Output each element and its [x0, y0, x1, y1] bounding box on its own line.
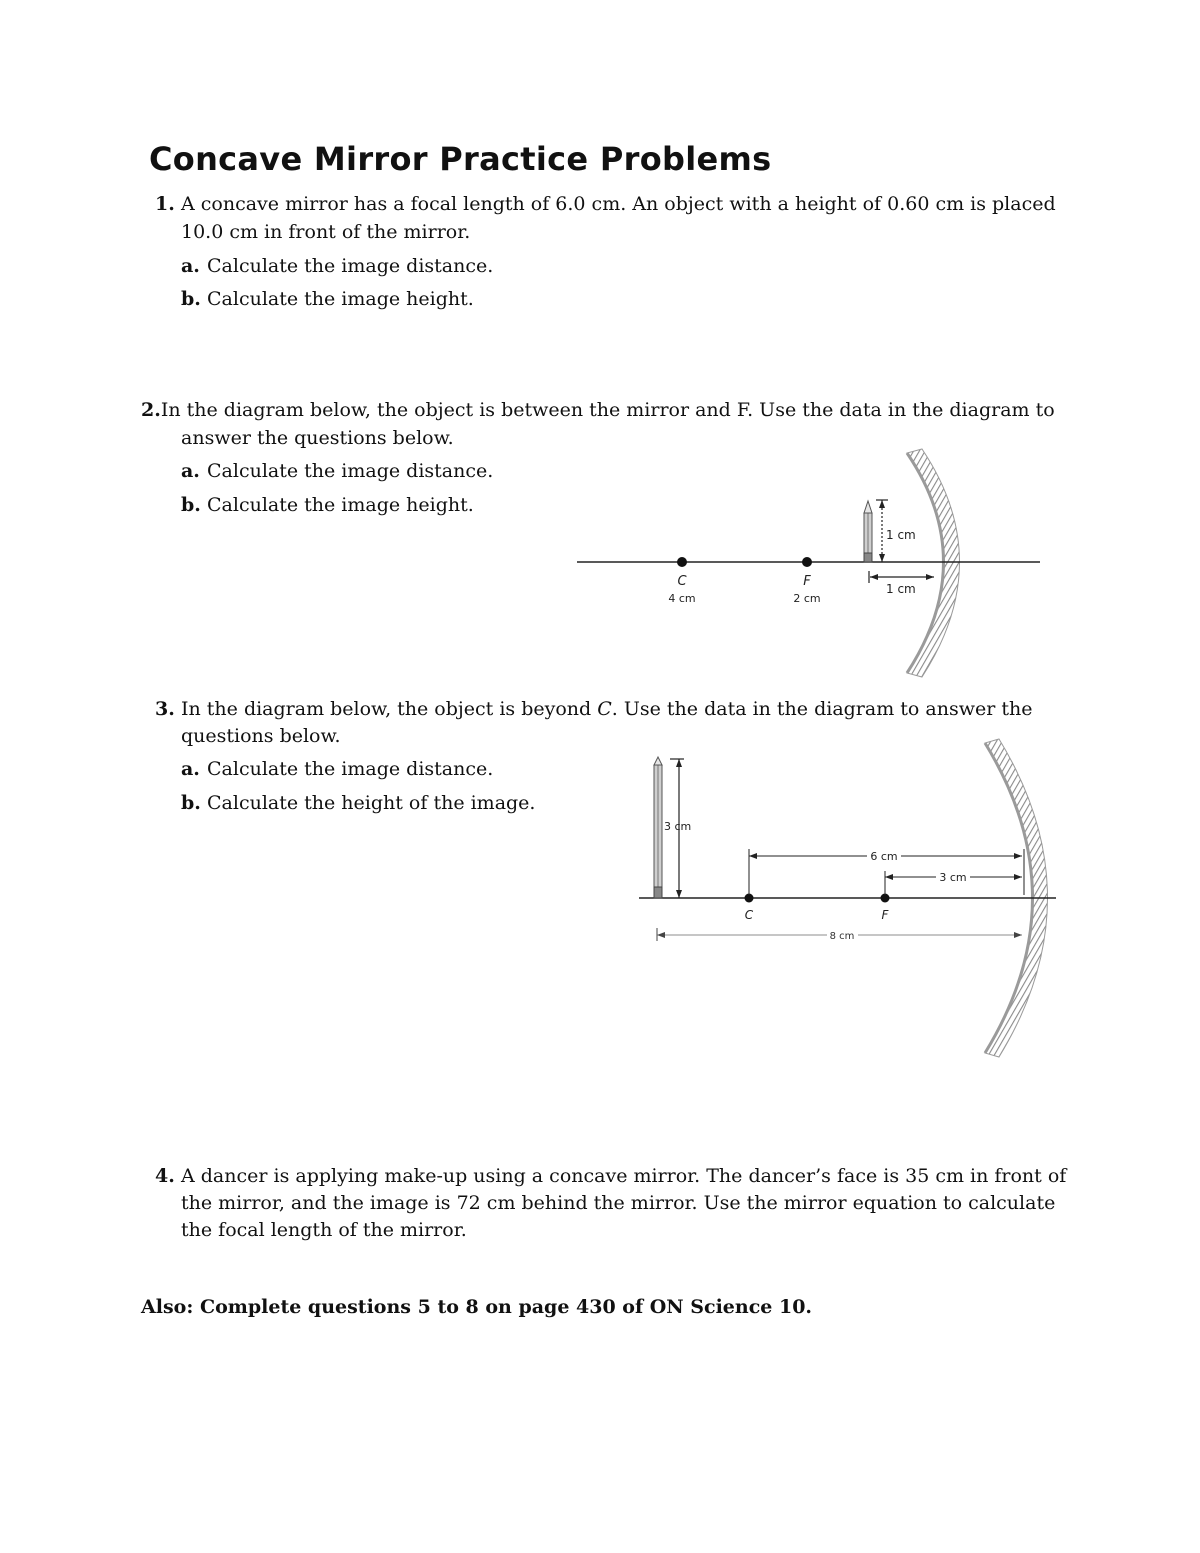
concave-mirror — [907, 449, 960, 677]
question-2-number: 2. — [141, 399, 161, 421]
question-1a — [181, 254, 493, 278]
question-2b-label: b. — [181, 494, 201, 516]
label-f-distance: 2 cm — [793, 592, 821, 605]
question-4-number: 4. — [155, 1165, 175, 1187]
question-3-number: 3. — [155, 698, 175, 720]
question-2b — [181, 493, 474, 517]
question-1-line-2: 10.0 cm in front of the mirror. — [181, 221, 471, 243]
question-3b-label: b. — [181, 792, 201, 814]
question-1-line-1 — [155, 192, 1056, 216]
question-1b — [181, 287, 474, 311]
question-1a-label: a. — [181, 255, 200, 277]
label-c-distance: 6 cm — [870, 850, 898, 863]
question-2-line-1 — [141, 398, 1055, 422]
question-3a — [181, 757, 493, 781]
diagram-2 — [570, 445, 1060, 685]
question-2-text: In the diagram below, the object is between the mirror and F. Use the data in the diagram to — [160, 399, 1055, 421]
footer-instruction: Also: Complete questions 5 to 8 on page 430 of ON Science 10. — [141, 1296, 813, 1318]
label-height: 3 cm — [664, 820, 692, 833]
question-3a-text: Calculate the image distance. — [207, 758, 494, 780]
object-pencil — [864, 501, 872, 562]
question-3a-label: a. — [181, 758, 200, 780]
question-1a-text: Calculate the image distance. — [207, 255, 494, 277]
question-1b-label: b. — [181, 288, 201, 310]
label-f-distance: 3 cm — [939, 871, 967, 884]
question-2b-text: Calculate the image height. — [207, 494, 474, 516]
question-4-line-1 — [155, 1164, 1066, 1188]
question-2a — [181, 459, 493, 483]
question-3-text-post: . Use the data in the diagram to answer the — [611, 698, 1033, 720]
question-3-line-2: questions below. — [181, 725, 341, 747]
point-f — [802, 557, 812, 567]
label-f: F — [803, 574, 811, 589]
question-2a-text: Calculate the image distance. — [207, 460, 494, 482]
question-4-text: A dancer is applying make-up using a concave mirror. The dancer’s face is 35 cm in front of — [181, 1165, 1067, 1187]
question-3-line-1 — [155, 697, 1032, 721]
question-3-text-c: C — [597, 698, 612, 720]
question-1-text: A concave mirror has a focal length of 6.0 cm. An object with a height of 0.60 cm is placed — [181, 193, 1056, 215]
label-distance: 1 cm — [886, 582, 916, 596]
question-1b-text: Calculate the image height. — [207, 288, 474, 310]
question-2a-label: a. — [181, 460, 200, 482]
question-3b — [181, 791, 535, 815]
question-3b-text: Calculate the height of the image. — [207, 792, 536, 814]
object-pencil — [654, 757, 662, 898]
label-c-distance: 4 cm — [668, 592, 696, 605]
label-f: F — [881, 908, 889, 922]
question-3-text-pre: In the diagram below, the object is beyond — [181, 698, 598, 720]
question-2-line-2: answer the questions below. — [181, 427, 454, 449]
point-c — [677, 557, 687, 567]
label-c: C — [744, 908, 754, 922]
label-object-distance: 8 cm — [829, 931, 855, 942]
label-height: 1 cm — [886, 528, 916, 542]
question-4-line-2: the mirror, and the image is 72 cm behind the mirror. Use the mirror equation to calculate — [181, 1192, 1056, 1214]
label-c: C — [677, 574, 687, 589]
diagram-3 — [630, 735, 1070, 1060]
question-4-line-3: the focal length of the mirror. — [181, 1219, 467, 1241]
page-title: Concave Mirror Practice Problems — [149, 140, 772, 178]
question-1-number: 1. — [155, 193, 175, 215]
